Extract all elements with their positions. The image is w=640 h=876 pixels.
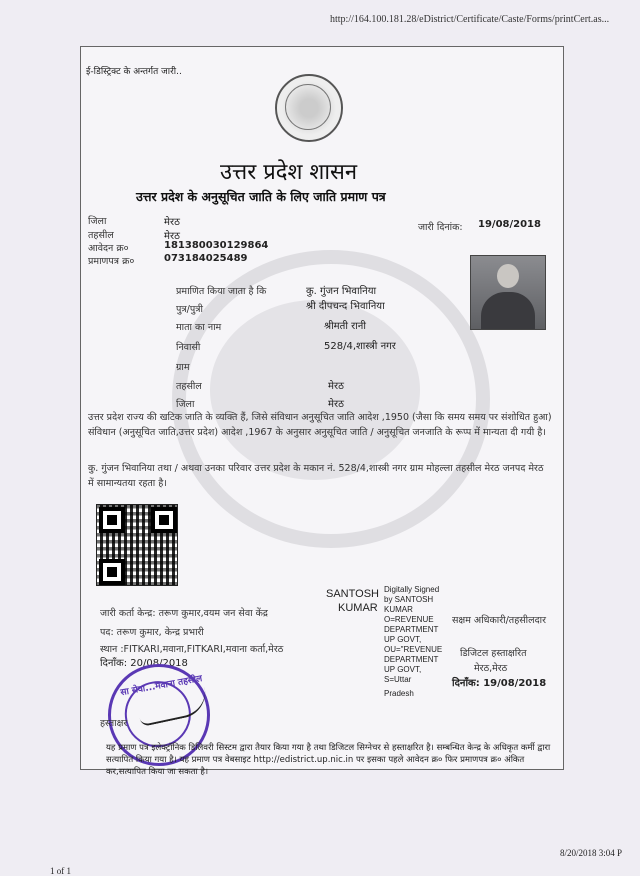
tehsil-value: मेरठ <box>164 231 180 242</box>
dsig-line: Digitally Signed <box>384 585 440 594</box>
office-stamp: सा सेवा...मवाना तहसील <box>100 656 218 774</box>
authority-title: सक्षम अधिकारी/तहसीलदार <box>452 615 546 626</box>
detail-value-mother: श्रीमती रानी <box>324 321 366 332</box>
digital-signature-block <box>384 585 454 699</box>
footer-note: यह प्रमाण पत्र इलेक्ट्रॉनिक डिलिवरी सिस्टम द्वारा तैयार किया गया है तथा डिजिटल सिग्नेचर से हस्ताक्षरित है। सम्बन्धित केन्द्र के अधिकृत कर्मी द्वारा सत्यापित किया गया है। यह प्रमाण पत्र वेबसाइट http://edistrict.up.nic.in पर इसका पहले आवेदन क्र० फिर प्रमाणपत्र क्र० अंकित कर,सत्यापित किया जा सकता है। <box>106 743 551 777</box>
application-number: 181380030129864 <box>164 240 269 251</box>
tehsil-label: तहसील <box>88 230 114 241</box>
digital-signer-name-2: KUMAR <box>338 602 378 614</box>
page-counter: 1 of 1 <box>50 866 71 876</box>
digital-signer-name-1: SANTOSH <box>326 588 379 600</box>
application-label: आवेदन क्र० <box>88 243 129 254</box>
detail-label-tehsil: तहसील <box>176 381 202 392</box>
print-timestamp: 8/20/2018 3:04 P <box>560 848 623 858</box>
dsig-line: DEPARTMENT <box>384 625 439 634</box>
url-header: http://164.100.181.28/eDistrict/Certificate/Caste/Forms/printCert.as... <box>330 14 610 25</box>
applicant-photo <box>470 255 546 330</box>
detail-label-parent: पुत्र/पुत्री <box>176 304 203 315</box>
detail-label-village: ग्राम <box>176 362 190 373</box>
dsig-line: Pradesh <box>384 689 414 698</box>
dsig-line: O=REVENUE <box>384 615 434 624</box>
authority-date: दिनाँक: 19/08/2018 <box>452 678 547 689</box>
certificate-subtitle: उत्तर प्रदेश के अनुसूचित जाति के लिए जाति प्रमाण पत्र <box>136 189 386 204</box>
qr-code <box>96 504 178 586</box>
detail-value-residence: 528/4,शास्त्री नगर <box>324 341 396 352</box>
issue-date-value: 19/08/2018 <box>478 219 541 230</box>
caste-paragraph: उत्तर प्रदेश राज्य की खटिक जाति के व्यक्ति हैं, जिसे संविधान अनुसूचित जाति आदेश ,1950 (जैसा कि समय समय पर संशोधित हुआ) संविधान (अनुसूचित जाति,उत्तर प्रदेश) आदेश ,1967 के अनुसार अनुसूचित जाति / अनुसूचित जनजाति के रूप्प में मान्यता दी गयी है। <box>88 412 552 438</box>
watermark-center <box>210 300 420 480</box>
header-note: ई-डिस्ट्रिक्ट के अन्तर्गत जारी.. <box>86 67 182 77</box>
certificate-label: प्रमाणपत्र क्र० <box>88 256 135 267</box>
emblem-seal <box>275 74 343 142</box>
residence-paragraph: कु. गुंजन भिवानिया तथा / अथवा उनका परिवार उत्तर प्रदेश के मकान नं. 528/4,शास्त्री नगर ग्राम मोहल्ला तहसील मेरठ जनपद मेरठ में सामान्यतया रहता है। <box>88 463 544 489</box>
dsig-line: by SANTOSH <box>384 595 434 604</box>
signature-label: हस्ताक्षर <box>100 718 128 729</box>
dsig-line: S=Uttar <box>384 675 412 684</box>
district-label: जिला <box>88 216 107 227</box>
dsig-line: UP GOVT, <box>384 665 422 674</box>
page-title: उत्तर प्रदेश शासन <box>220 160 358 185</box>
detail-label-residence: निवासी <box>176 342 201 353</box>
detail-value-name: कु. गुंजन भिवानिया <box>306 286 377 297</box>
certificate-number: 073184025489 <box>164 253 248 264</box>
authority-digital-sign: डिजिटल हस्ताक्षरित <box>460 648 527 659</box>
dsig-line: KUMAR <box>384 605 413 614</box>
detail-label-mother: माता का नाम <box>176 322 222 333</box>
detail-label-district: जिला <box>176 399 195 410</box>
detail-value-tehsil: मेरठ <box>328 381 344 392</box>
issuer-center: जारी कर्ता केन्द्र: तरूण कुमार,वयम जन सेवा केंद्र <box>100 608 268 619</box>
detail-value-parent: श्री दीपचन्द भिवानिया <box>306 301 385 312</box>
issue-date-label: जारी दिनांक: <box>418 222 463 233</box>
dsig-line: OU="REVENUE <box>384 645 443 654</box>
issuer-operator: पद: तरूण कुमार, केन्द्र प्रभारी <box>100 627 204 638</box>
dsig-line: UP GOVT, <box>384 635 422 644</box>
detail-label-certified: प्रमाणित किया जाता है कि <box>176 286 267 297</box>
dsig-line: DEPARTMENT <box>384 655 439 664</box>
issuer-place: स्थान :FITKARI,मवाना,FITKARI,मवाना कर्ता,मेरठ <box>100 644 284 655</box>
district-value: मेरठ <box>164 217 180 228</box>
detail-value-district: मेरठ <box>328 399 344 410</box>
authority-place: मेरठ,मेरठ <box>474 663 508 674</box>
issuer-date: दिनाँक: 20/08/2018 <box>100 658 188 669</box>
